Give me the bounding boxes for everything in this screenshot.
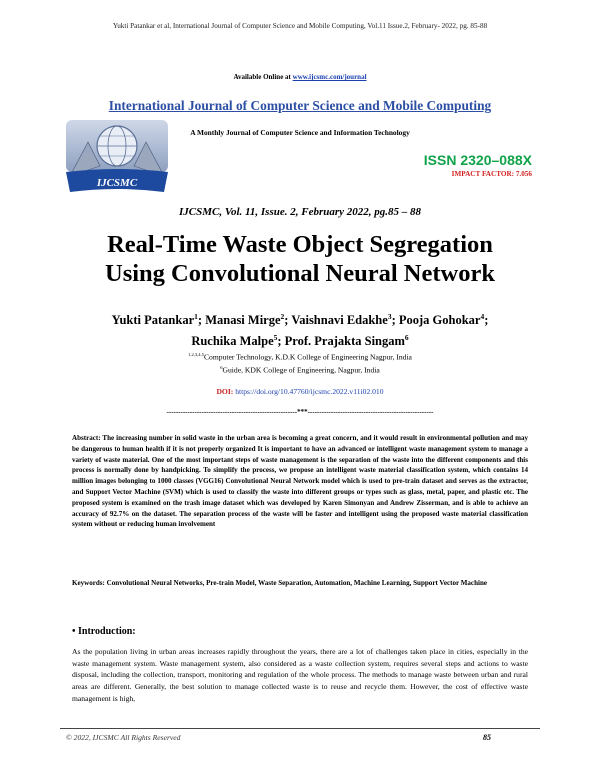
section-separator: --------------------------------------------------------***------------------------------------------------------ — [166, 408, 434, 416]
author: Pooja Gohokar$^4$; — [398, 312, 489, 328]
affiliations — [60, 350, 540, 375]
journal-subtitle: A Monthly Journal of Computer Science and Information Technology — [190, 128, 410, 137]
title-line-2: Using Convolutional Neural Network — [105, 260, 495, 287]
footer-divider — [60, 728, 540, 729]
available-online — [0, 73, 600, 81]
citation-line: IJCSMC, Vol. 11, Issue. 2, February 2022, pg.85 – 88 — [178, 206, 422, 218]
abstract-text: The increasing number in solid waste in the urban area is becoming a great concern, and it would result in environmental pollution and may be dangerous to human health if it is not properly organized It is important to have an advanced or intelligent waste management system to manage a variety of waste material. One of the most important steps of waste management is the separation of the waste into the different components and this process is normally done by handpicking. To simplify the process, we propose an intelligent waste material classification system, which contains 14 million images belonging to 1000 classes (VGG16) Convolutional Neural Network model which is used to pre-train dataset and serves as the extractor, and Support Vector Machine (SVM) which is used to classify the waste into different groups or types such as glass, metal, paper, and plastic etc. The proposed system is examined on the trash image dataset which was developed by Karen Simonyan and Andrew Zisserman, and is able to achieve an accuracy of 92.7% on the dataset. The separation process of the waste will be faster and intelligent using the proposed waste material classification system without or reducing human involvement — [72, 434, 528, 529]
affiliation-1: $^{1,2,3,4,5}$Computer Technology, K.D.K College of Engineering Nagpur, India — [188, 352, 412, 362]
keywords-label: Keywords: — [72, 579, 105, 587]
author-list — [60, 308, 540, 350]
doi-label: DOI: — [216, 387, 234, 396]
issn: ISSN 2320–088X — [423, 152, 532, 168]
bullet-icon: • — [72, 626, 76, 637]
page-number: 85 — [483, 733, 491, 742]
author: Prof. Prajakta Singam$^6$ — [284, 333, 409, 349]
journal-url-link[interactable]: www.ijcsmc.com/journal — [292, 73, 367, 81]
introduction-text: As the population living in urban areas increases rapidly throughout the years, there are a lot of challenges taken place in cities, especially in the waste management system. Waste management system, also considered as a waste collection system, requires several steps and actions to waste disposal, including the collection, transport, monitoring and regulation of the whole process. The methods to manage waste between urban and rural areas are different. Generally, the best solution to manage collected waste is to reuse and recycle them. However, the cost of effective waste management is high, — [72, 647, 528, 703]
paper-title — [40, 230, 560, 288]
logo-text: IJCSMC — [96, 177, 138, 189]
journal-name[interactable]: International Journal of Computer Science and Mobile Computing — [108, 98, 492, 113]
author: Yukti Patankar$^1$; — [111, 312, 206, 328]
abstract-label: Abstract: — [72, 434, 101, 442]
keywords — [72, 578, 528, 589]
abstract — [72, 433, 528, 530]
journal-logo — [60, 116, 174, 202]
available-prefix: Available Online at — [233, 73, 293, 81]
doi-link[interactable]: https://doi.org/10.47760/ijcsmc.2022.v11i02.010 — [235, 387, 384, 396]
impact-factor: IMPACT FACTOR: 7.056 — [451, 170, 532, 178]
author: Vaishnavi Edakhe$^3$; — [291, 312, 399, 328]
author: Ruchika Malpe$^5$; — [191, 333, 285, 349]
affiliation-2: $^6$Guide, KDK College of Engineering, Nagpur, India — [220, 364, 380, 375]
running-head: Yukti Patankar et al, International Journal of Computer Science and Mobile Computing, Vol.11 Issue.2, February- 2022, pg. 85-88 — [112, 22, 488, 30]
doi-line — [0, 387, 600, 396]
footer-copyright: © 2022, IJCSMC All Rights Reserved — [66, 733, 181, 742]
author: Manasi Mirge$^2$; — [205, 312, 292, 328]
keywords-text: Convolutional Neural Networks, Pre-train Model, Waste Separation, Automation, Machine Learning, Support Vector Machine — [106, 579, 487, 587]
introduction-heading: • Introduction: — [72, 626, 136, 637]
title-line-1: Real-Time Waste Object Segregation — [107, 231, 493, 258]
